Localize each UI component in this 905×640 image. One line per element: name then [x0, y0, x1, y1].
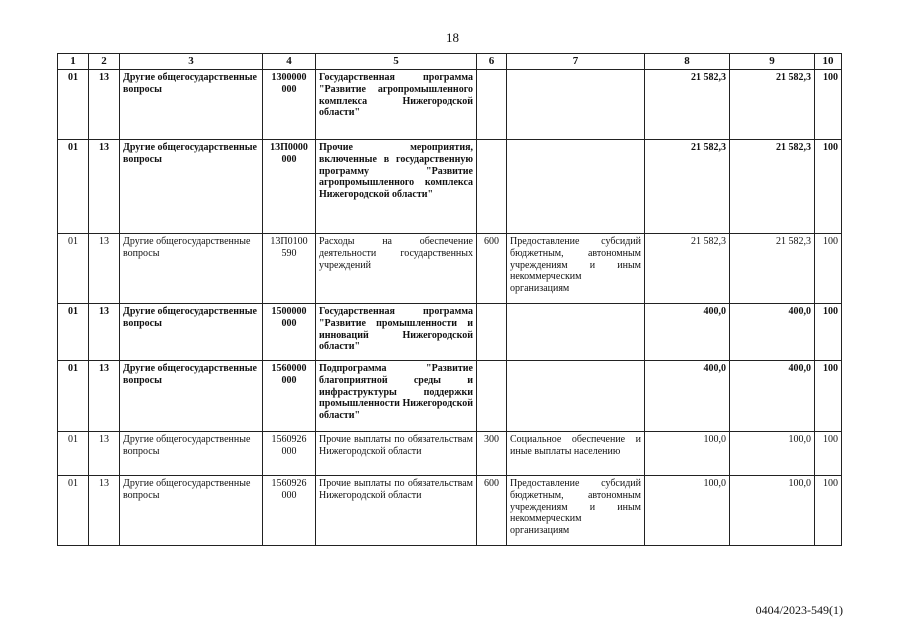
- header-row: [58, 54, 842, 70]
- cell-section: 01: [58, 139, 89, 233]
- cell-section-name: Другие общегосударственные вопросы: [120, 233, 263, 303]
- cell-actual-amount: 100,0: [730, 475, 815, 545]
- table-row: [58, 431, 842, 475]
- column-header: 9: [730, 54, 815, 70]
- cell-expense-type: 600: [477, 233, 507, 303]
- cell-section: 01: [58, 475, 89, 545]
- cell-section-name: Другие общегосударственные вопросы: [120, 303, 263, 360]
- cell-target-code: 13П0100 590: [263, 233, 316, 303]
- cell-plan-amount: 21 582,3: [645, 69, 730, 139]
- column-header: 5: [316, 54, 477, 70]
- table-row: [58, 303, 842, 360]
- cell-expense-type-name: Социальное обеспечение и иные выплаты населению: [507, 431, 645, 475]
- cell-expense-type: [477, 303, 507, 360]
- column-header: 6: [477, 54, 507, 70]
- cell-description: Государственная программа "Развитие агропромышленного комплекса Нижегородской области": [316, 69, 477, 139]
- table-row: [58, 139, 842, 233]
- column-header: 7: [507, 54, 645, 70]
- cell-plan-amount: 400,0: [645, 360, 730, 431]
- cell-subsection: 13: [89, 360, 120, 431]
- column-header: 4: [263, 54, 316, 70]
- cell-percent: 100: [815, 360, 842, 431]
- budget-table: [57, 53, 842, 546]
- cell-description: Расходы на обеспечение деятельности государственных учреждений: [316, 233, 477, 303]
- cell-description: Подпрограмма "Развитие благоприятной среды и инфраструктуры поддержки промышленности Нижегородской области": [316, 360, 477, 431]
- cell-actual-amount: 100,0: [730, 431, 815, 475]
- table-row: [58, 69, 842, 139]
- column-header: 8: [645, 54, 730, 70]
- cell-target-code: 1560926 000: [263, 431, 316, 475]
- cell-actual-amount: 21 582,3: [730, 139, 815, 233]
- cell-expense-type-name: Предоставление субсидий бюджетным, автономным учреждениям и иным некоммерческим организациям: [507, 233, 645, 303]
- cell-actual-amount: 21 582,3: [730, 233, 815, 303]
- document-code: 0404/2023-549(1): [755, 603, 843, 617]
- cell-actual-amount: 400,0: [730, 360, 815, 431]
- cell-target-code: 13П0000 000: [263, 139, 316, 233]
- cell-plan-amount: 21 582,3: [645, 233, 730, 303]
- cell-expense-type: 600: [477, 475, 507, 545]
- cell-percent: 100: [815, 139, 842, 233]
- cell-description: Прочие выплаты по обязательствам Нижегородской области: [316, 475, 477, 545]
- cell-target-code: 1500000 000: [263, 303, 316, 360]
- cell-section: 01: [58, 233, 89, 303]
- cell-plan-amount: 100,0: [645, 475, 730, 545]
- cell-plan-amount: 100,0: [645, 431, 730, 475]
- cell-section: 01: [58, 303, 89, 360]
- cell-percent: 100: [815, 431, 842, 475]
- cell-percent: 100: [815, 233, 842, 303]
- cell-expense-type-name: [507, 139, 645, 233]
- cell-section: 01: [58, 69, 89, 139]
- cell-percent: 100: [815, 475, 842, 545]
- cell-expense-type-name: [507, 303, 645, 360]
- cell-target-code: 1560000 000: [263, 360, 316, 431]
- cell-subsection: 13: [89, 303, 120, 360]
- cell-section: 01: [58, 360, 89, 431]
- cell-actual-amount: 400,0: [730, 303, 815, 360]
- cell-description: Государственная программа "Развитие промышленности и инноваций Нижегородской области": [316, 303, 477, 360]
- cell-subsection: 13: [89, 233, 120, 303]
- table-row: [58, 475, 842, 545]
- cell-percent: 100: [815, 69, 842, 139]
- cell-expense-type-name: [507, 360, 645, 431]
- cell-section-name: Другие общегосударственные вопросы: [120, 69, 263, 139]
- cell-expense-type-name: Предоставление субсидий бюджетным, автономным учреждениям и иным некоммерческим организациям: [507, 475, 645, 545]
- cell-section-name: Другие общегосударственные вопросы: [120, 431, 263, 475]
- cell-expense-type-name: [507, 69, 645, 139]
- cell-section: 01: [58, 431, 89, 475]
- column-header: 3: [120, 54, 263, 70]
- table-row: [58, 360, 842, 431]
- cell-expense-type: 300: [477, 431, 507, 475]
- cell-plan-amount: 21 582,3: [645, 139, 730, 233]
- column-header: 10: [815, 54, 842, 70]
- cell-subsection: 13: [89, 475, 120, 545]
- cell-section-name: Другие общегосударственные вопросы: [120, 475, 263, 545]
- cell-section-name: Другие общегосударственные вопросы: [120, 139, 263, 233]
- cell-expense-type: [477, 69, 507, 139]
- column-header: 2: [89, 54, 120, 70]
- cell-percent: 100: [815, 303, 842, 360]
- cell-target-code: 1300000 000: [263, 69, 316, 139]
- cell-description: Прочие выплаты по обязательствам Нижегородской области: [316, 431, 477, 475]
- cell-subsection: 13: [89, 431, 120, 475]
- cell-actual-amount: 21 582,3: [730, 69, 815, 139]
- cell-description: Прочие мероприятия, включенные в государственную программу "Развитие агропромышленного комплекса Нижегородской области": [316, 139, 477, 233]
- cell-expense-type: [477, 139, 507, 233]
- table-row: [58, 233, 842, 303]
- cell-subsection: 13: [89, 69, 120, 139]
- cell-section-name: Другие общегосударственные вопросы: [120, 360, 263, 431]
- cell-expense-type: [477, 360, 507, 431]
- page-number: 18: [446, 30, 459, 45]
- column-header: 1: [58, 54, 89, 70]
- cell-target-code: 1560926 000: [263, 475, 316, 545]
- cell-plan-amount: 400,0: [645, 303, 730, 360]
- cell-subsection: 13: [89, 139, 120, 233]
